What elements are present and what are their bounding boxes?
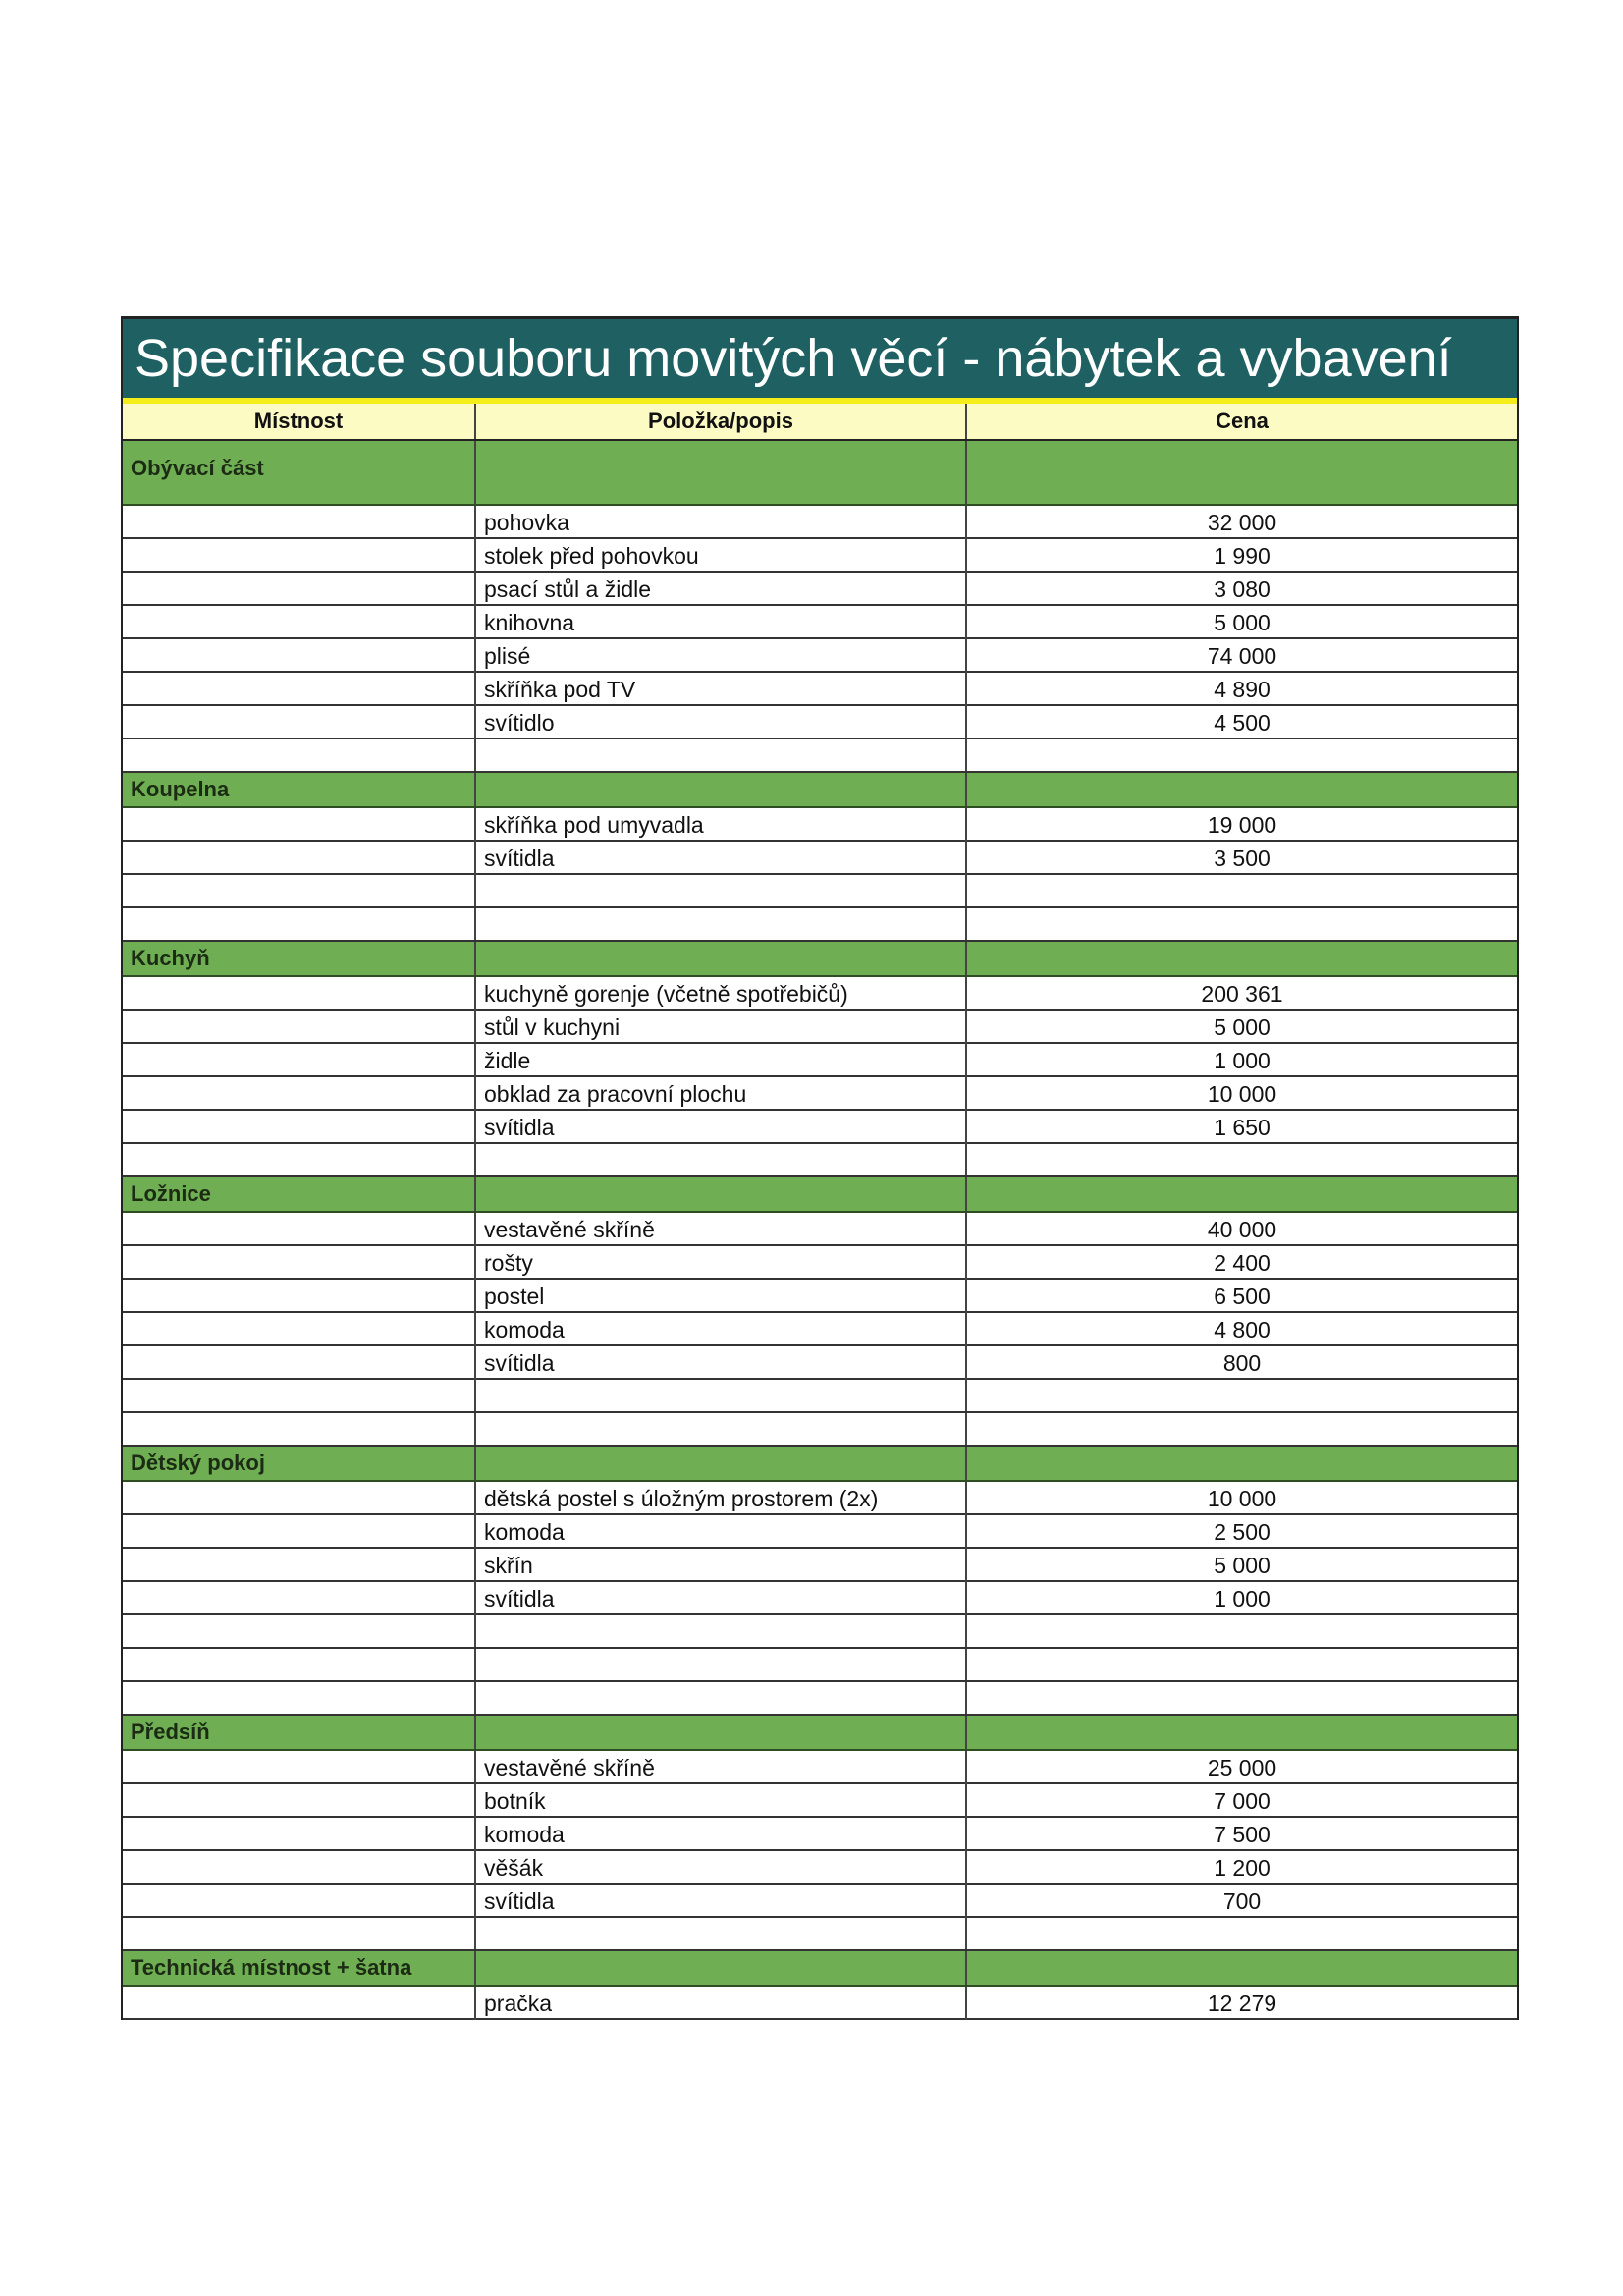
- room-name: Kuchyň: [123, 942, 476, 975]
- blank-row: [123, 908, 1517, 942]
- room-cell: [123, 606, 476, 639]
- table-body: [123, 441, 1517, 2020]
- room-cell: [123, 1885, 476, 1918]
- blank-row: [123, 739, 1517, 773]
- blank-row: [123, 1649, 1517, 1682]
- section-cell: [476, 1716, 967, 1749]
- item-description: komoda: [476, 1818, 967, 1851]
- room-name: Předsíň: [123, 1716, 476, 1749]
- item-price: 4 500: [1214, 710, 1271, 736]
- item-description: rošty: [476, 1246, 967, 1280]
- room-cell: [123, 1313, 476, 1346]
- section-cell: [967, 773, 1517, 806]
- section-cell: [967, 1447, 1517, 1480]
- table-row: [123, 673, 1517, 706]
- item-description: vestavěné skříně: [476, 1213, 967, 1246]
- item-description: dětská postel s úložným prostorem (2x): [476, 1482, 967, 1515]
- item-price: 1 650: [1214, 1115, 1271, 1140]
- room-cell: [123, 506, 476, 539]
- item-price: 7 000: [1214, 1788, 1271, 1814]
- table-row: [123, 842, 1517, 875]
- item-description: botník: [476, 1784, 967, 1818]
- table-row: [123, 1885, 1517, 1918]
- blank-row: [123, 1682, 1517, 1716]
- item-description: svítidlo: [476, 706, 967, 739]
- section-cell: [476, 441, 967, 504]
- table-row: [123, 506, 1517, 539]
- table-row: [123, 1313, 1517, 1346]
- empty-cell: [967, 1918, 1517, 1949]
- room-cell: [123, 1346, 476, 1380]
- room-cell: [123, 1818, 476, 1851]
- item-description: věšák: [476, 1851, 967, 1885]
- item-description: židle: [476, 1044, 967, 1077]
- item-description: knihovna: [476, 606, 967, 639]
- item-price: 1 000: [1214, 1586, 1271, 1612]
- item-price: 6 500: [1214, 1284, 1271, 1309]
- item-price: 800: [1222, 1350, 1262, 1376]
- empty-cell: [123, 1649, 476, 1680]
- empty-cell: [123, 875, 476, 906]
- room-cell: [123, 1011, 476, 1044]
- empty-cell: [476, 1918, 967, 1949]
- section-row: [123, 441, 1517, 506]
- empty-cell: [476, 1380, 967, 1411]
- empty-cell: [476, 875, 967, 906]
- blank-row: [123, 875, 1517, 908]
- item-price: 4 890: [1214, 677, 1271, 702]
- table-row: [123, 1549, 1517, 1582]
- item-description: svítidla: [476, 1346, 967, 1380]
- empty-cell: [967, 1682, 1517, 1714]
- item-price: 12 279: [1207, 1991, 1277, 2016]
- item-description: komoda: [476, 1313, 967, 1346]
- item-description: skřín: [476, 1549, 967, 1582]
- item-price: 40 000: [1207, 1217, 1277, 1242]
- table-row: [123, 1818, 1517, 1851]
- table-row: [123, 1751, 1517, 1784]
- section-cell: [476, 1951, 967, 1985]
- table-row: [123, 1346, 1517, 1380]
- item-description: svítidla: [476, 1582, 967, 1615]
- item-description: svítidla: [476, 1885, 967, 1918]
- item-price: 1 990: [1214, 543, 1271, 569]
- item-description: pračka: [476, 1987, 967, 2020]
- room-cell: [123, 1213, 476, 1246]
- empty-cell: [123, 1918, 476, 1949]
- item-price: 19 000: [1207, 812, 1277, 838]
- item-price: 4 800: [1214, 1317, 1271, 1342]
- item-description: skříňka pod TV: [476, 673, 967, 706]
- room-cell: [123, 1111, 476, 1144]
- blank-row: [123, 1144, 1517, 1177]
- table-row: [123, 1246, 1517, 1280]
- section-cell: [967, 1951, 1517, 1985]
- section-cell: [476, 1447, 967, 1480]
- item-description: psací stůl a židle: [476, 573, 967, 606]
- table-row: [123, 1213, 1517, 1246]
- item-price: 32 000: [1207, 510, 1277, 535]
- room-cell: [123, 808, 476, 842]
- table-row: [123, 1784, 1517, 1818]
- room-cell: [123, 639, 476, 673]
- item-description: vestavěné skříně: [476, 1751, 967, 1784]
- table-row: [123, 1280, 1517, 1313]
- item-description: postel: [476, 1280, 967, 1313]
- room-cell: [123, 842, 476, 875]
- room-cell: [123, 1515, 476, 1549]
- section-cell: [967, 1716, 1517, 1749]
- item-price: 700: [1222, 1888, 1262, 1914]
- empty-cell: [476, 739, 967, 771]
- section-row: [123, 1951, 1517, 1987]
- blank-row: [123, 1413, 1517, 1447]
- item-price: 5 000: [1214, 1014, 1271, 1040]
- document-title: Specifikace souboru movitých věcí - nábytek a vybavení: [123, 316, 1517, 398]
- section-row: [123, 942, 1517, 977]
- item-description: plisé: [476, 639, 967, 673]
- section-cell: [967, 942, 1517, 975]
- item-description: obklad za pracovní plochu: [476, 1077, 967, 1111]
- room-cell: [123, 706, 476, 739]
- room-cell: [123, 539, 476, 573]
- table-row: [123, 573, 1517, 606]
- spec-table: [121, 316, 1519, 2020]
- empty-cell: [476, 908, 967, 940]
- section-cell: [476, 1177, 967, 1211]
- item-price: 10 000: [1207, 1486, 1277, 1511]
- table-row: [123, 977, 1517, 1011]
- empty-cell: [123, 908, 476, 940]
- section-cell: [967, 441, 1517, 504]
- table-row: [123, 639, 1517, 673]
- room-cell: [123, 977, 476, 1011]
- table-row: [123, 1582, 1517, 1615]
- item-price: 7 500: [1214, 1822, 1271, 1847]
- table-row: [123, 539, 1517, 573]
- room-cell: [123, 1851, 476, 1885]
- empty-cell: [123, 1144, 476, 1175]
- empty-cell: [967, 908, 1517, 940]
- item-price: 200 361: [1201, 981, 1283, 1007]
- room-cell: [123, 673, 476, 706]
- empty-cell: [967, 1380, 1517, 1411]
- room-cell: [123, 1482, 476, 1515]
- table-row: [123, 1987, 1517, 2020]
- section-row: [123, 1177, 1517, 1213]
- room-name: Dětský pokoj: [123, 1447, 476, 1480]
- table-header-row: [123, 398, 1517, 441]
- empty-cell: [123, 1380, 476, 1411]
- table-row: [123, 706, 1517, 739]
- item-price: 2 400: [1214, 1250, 1271, 1276]
- table-row: [123, 606, 1517, 639]
- room-cell: [123, 1751, 476, 1784]
- item-price: 5 000: [1214, 1553, 1271, 1578]
- room-cell: [123, 1582, 476, 1615]
- empty-cell: [476, 1682, 967, 1714]
- header-room: Místnost: [123, 404, 476, 439]
- item-description: kuchyně gorenje (včetně spotřebičů): [476, 977, 967, 1011]
- table-row: [123, 1077, 1517, 1111]
- table-row: [123, 1851, 1517, 1885]
- header-item: Položka/popis: [476, 404, 967, 439]
- blank-row: [123, 1380, 1517, 1413]
- empty-cell: [123, 739, 476, 771]
- section-cell: [476, 773, 967, 806]
- room-name: Ložnice: [123, 1177, 476, 1211]
- room-cell: [123, 1987, 476, 2020]
- room-name: Obývací část: [123, 441, 476, 504]
- item-price: 74 000: [1207, 643, 1277, 669]
- blank-row: [123, 1615, 1517, 1649]
- room-cell: [123, 1044, 476, 1077]
- item-price: 25 000: [1207, 1755, 1277, 1780]
- item-price: 10 000: [1207, 1081, 1277, 1107]
- item-price: 3 080: [1214, 576, 1271, 602]
- table-row: [123, 1515, 1517, 1549]
- empty-cell: [967, 875, 1517, 906]
- room-name: Technická místnost + šatna: [123, 1951, 476, 1985]
- empty-cell: [967, 1413, 1517, 1445]
- item-price: 2 500: [1214, 1519, 1271, 1545]
- item-description: stolek před pohovkou: [476, 539, 967, 573]
- item-price: 3 500: [1214, 846, 1271, 871]
- empty-cell: [476, 1615, 967, 1647]
- empty-cell: [967, 1649, 1517, 1680]
- room-cell: [123, 1784, 476, 1818]
- table-row: [123, 808, 1517, 842]
- header-price: Cena: [1216, 409, 1269, 433]
- item-description: komoda: [476, 1515, 967, 1549]
- room-cell: [123, 1077, 476, 1111]
- room-name: Koupelna: [123, 773, 476, 806]
- empty-cell: [123, 1682, 476, 1714]
- section-row: [123, 1716, 1517, 1751]
- empty-cell: [123, 1615, 476, 1647]
- room-cell: [123, 1280, 476, 1313]
- room-cell: [123, 1246, 476, 1280]
- item-price: 1 000: [1214, 1048, 1271, 1073]
- empty-cell: [967, 1615, 1517, 1647]
- empty-cell: [476, 1649, 967, 1680]
- item-description: svítidla: [476, 1111, 967, 1144]
- item-description: pohovka: [476, 506, 967, 539]
- section-row: [123, 1447, 1517, 1482]
- room-cell: [123, 573, 476, 606]
- item-price: 1 200: [1214, 1855, 1271, 1881]
- empty-cell: [967, 739, 1517, 771]
- empty-cell: [123, 1413, 476, 1445]
- empty-cell: [967, 1144, 1517, 1175]
- item-price: 5 000: [1214, 610, 1271, 635]
- item-description: svítidla: [476, 842, 967, 875]
- section-cell: [967, 1177, 1517, 1211]
- table-row: [123, 1111, 1517, 1144]
- section-cell: [476, 942, 967, 975]
- room-cell: [123, 1549, 476, 1582]
- table-row: [123, 1011, 1517, 1044]
- section-row: [123, 773, 1517, 808]
- table-row: [123, 1482, 1517, 1515]
- item-description: stůl v kuchyni: [476, 1011, 967, 1044]
- blank-row: [123, 1918, 1517, 1951]
- empty-cell: [476, 1413, 967, 1445]
- empty-cell: [476, 1144, 967, 1175]
- table-row: [123, 1044, 1517, 1077]
- item-description: skříňka pod umyvadla: [476, 808, 967, 842]
